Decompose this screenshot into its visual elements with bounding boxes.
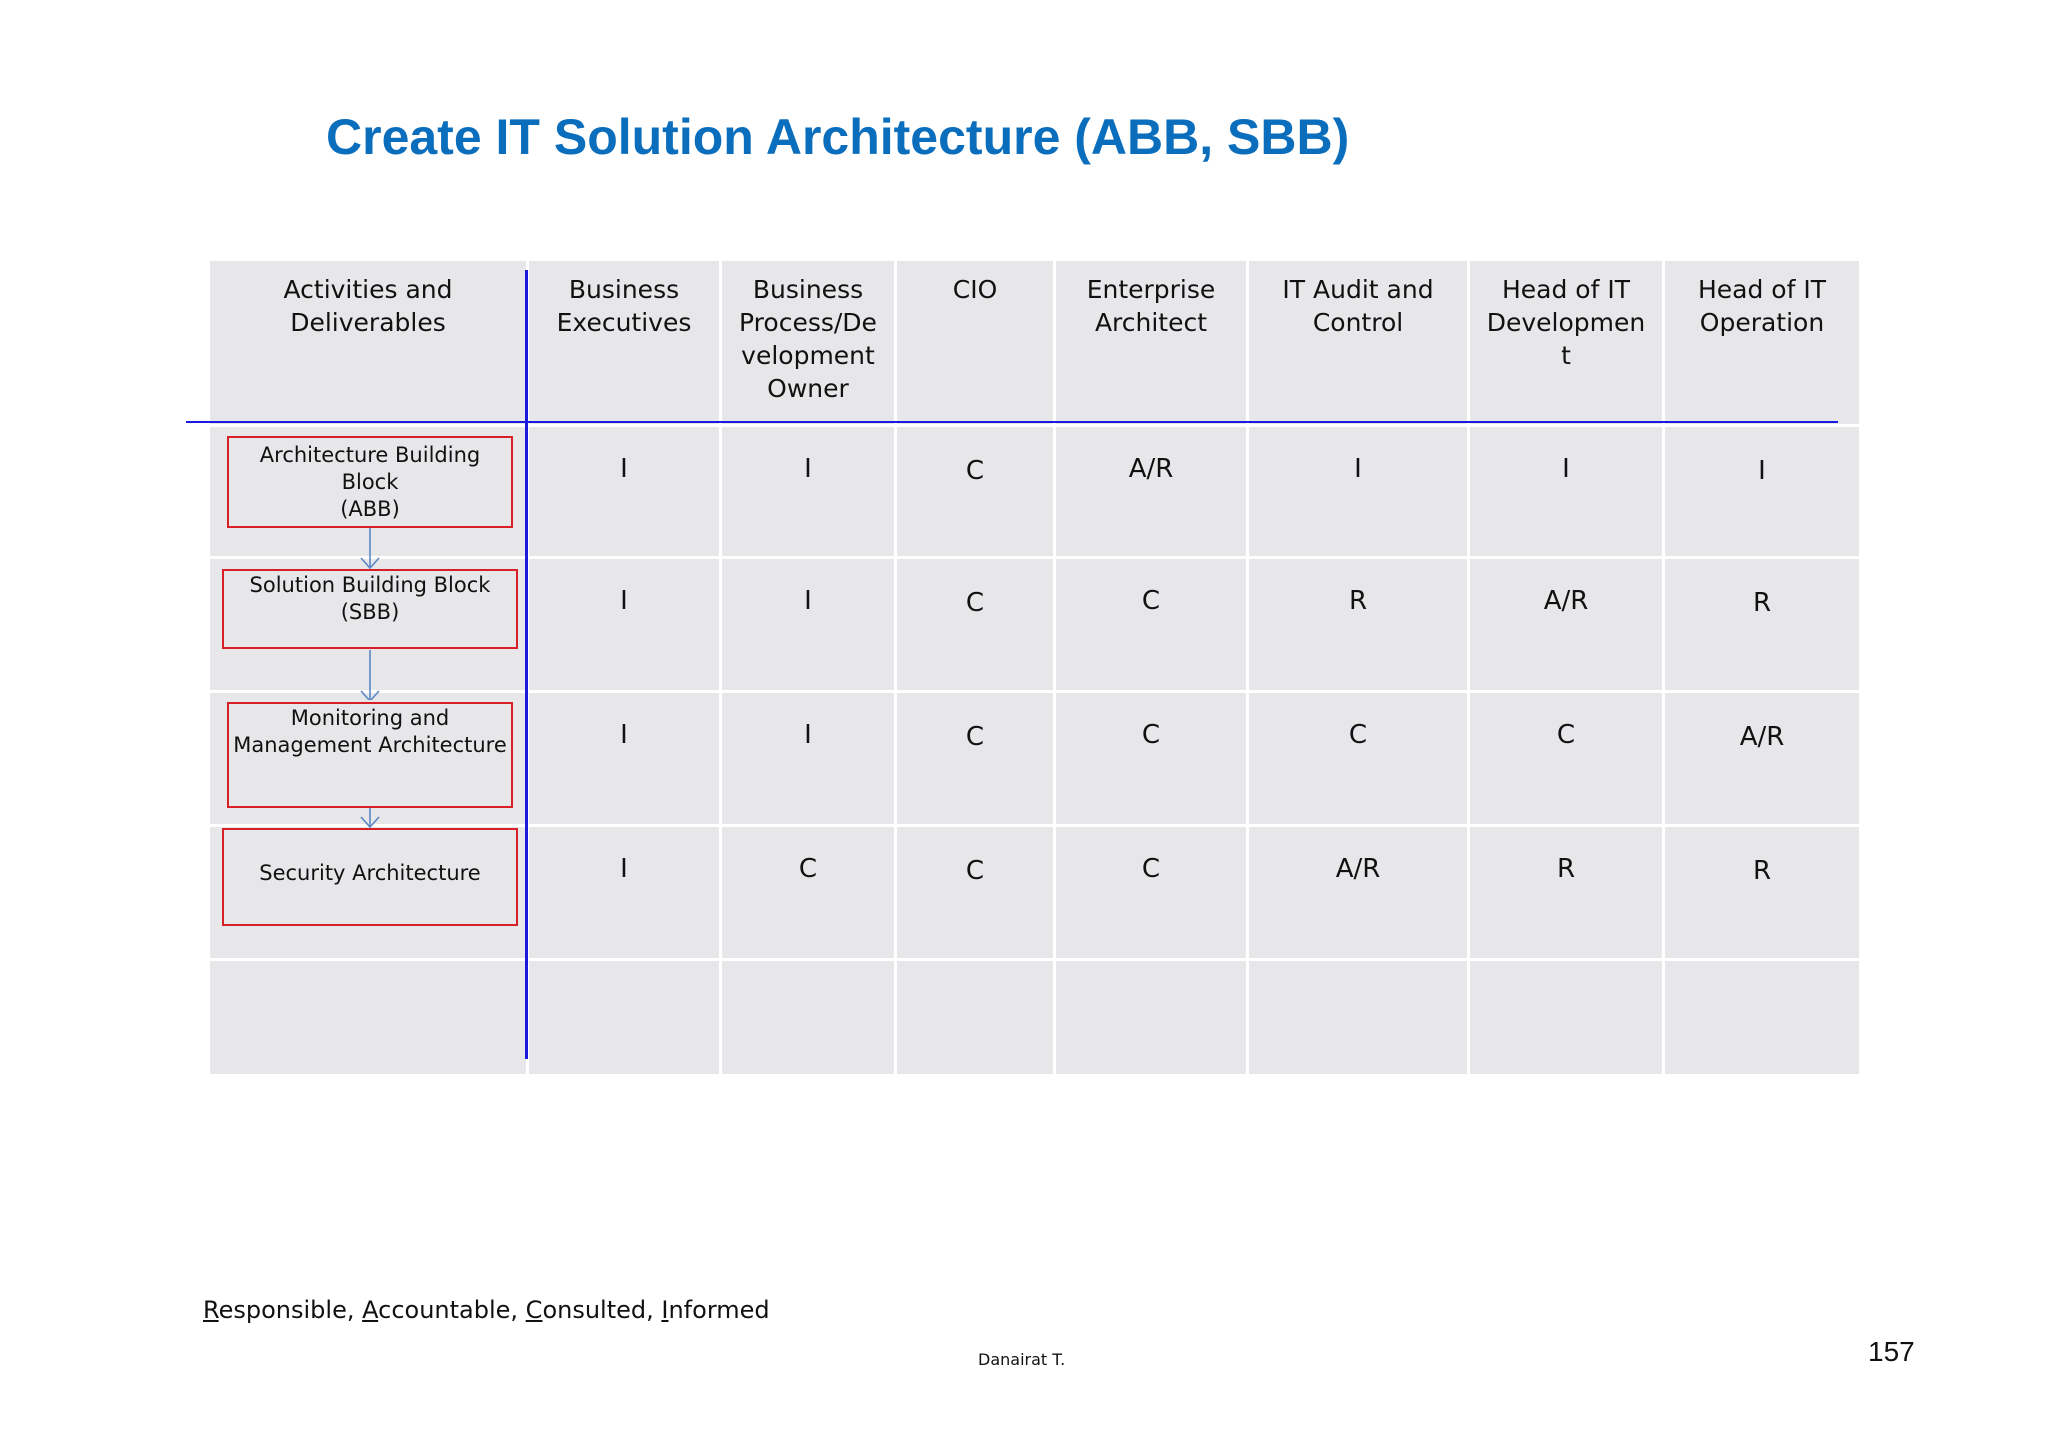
raci-value: A/R [1056, 427, 1246, 556]
header-label: Business Executives [556, 275, 692, 337]
header-divider-line [186, 421, 1838, 423]
page-number: 157 [1868, 1336, 1915, 1367]
raci-value: C [1249, 693, 1467, 824]
header-label: CIO [952, 275, 998, 304]
empty-cell [897, 961, 1053, 1074]
author-footer: Danairat T. [978, 1350, 1066, 1369]
flow-arrow-icon [350, 650, 390, 700]
raci-value: C [722, 827, 894, 958]
raci-value: I [1470, 427, 1662, 556]
header-label: Activities and Deliverables [283, 275, 453, 337]
raci-value: I [722, 693, 894, 824]
raci-value: I [529, 693, 719, 824]
raci-value: I [529, 827, 719, 958]
activity-box-abb [227, 436, 513, 528]
activity-label: Security Architecture [259, 861, 481, 885]
activity-column-divider-line [525, 270, 528, 1059]
raci-value: C [897, 427, 1053, 556]
header-label: Business Process/De velopment Owner [739, 275, 877, 403]
raci-value: I [1665, 427, 1859, 556]
header-head-it-operation [1665, 261, 1859, 424]
raci-value: C [897, 827, 1053, 958]
raci-value: I [529, 559, 719, 690]
flow-arrow-icon [350, 528, 390, 578]
header-enterprise-architect [1056, 261, 1246, 424]
legend-initial: R [203, 1296, 219, 1324]
header-label: Head of IT Developmen t [1486, 275, 1646, 370]
raci-value: I [1249, 427, 1467, 556]
raci-value: I [529, 427, 719, 556]
activity-label: Monitoring and Management Architecture [233, 706, 507, 757]
raci-value: A/R [1665, 693, 1859, 824]
empty-cell [1056, 961, 1246, 1074]
legend-initial: A [362, 1296, 379, 1324]
raci-table [210, 261, 1838, 1059]
raci-value: C [1056, 559, 1246, 690]
raci-value: C [1470, 693, 1662, 824]
empty-cell [210, 961, 526, 1074]
activity-box-security [222, 828, 518, 926]
flow-arrow-icon [350, 808, 390, 828]
header-head-it-development [1470, 261, 1662, 424]
legend-initial: C [525, 1296, 543, 1324]
raci-legend [203, 1296, 770, 1324]
empty-cell [722, 961, 894, 1074]
empty-cell [529, 961, 719, 1074]
raci-value: C [897, 559, 1053, 690]
activity-label: Architecture Building Block (ABB) [259, 443, 481, 521]
legend-separator: , [510, 1296, 526, 1324]
raci-value: R [1249, 559, 1467, 690]
empty-cell [1249, 961, 1467, 1074]
legend-separator: , [646, 1296, 662, 1324]
page-title: Create IT Solution Architecture (ABB, SBB) [326, 109, 1350, 165]
legend-text: nformed [668, 1296, 770, 1324]
raci-value: A/R [1249, 827, 1467, 958]
activity-label: Solution Building Block (SBB) [249, 573, 491, 624]
header-process-owner [722, 261, 894, 424]
legend-text: ccountable [378, 1296, 511, 1324]
header-label: IT Audit and Control [1282, 275, 1434, 337]
header-it-audit [1249, 261, 1467, 424]
raci-value: C [1056, 827, 1246, 958]
activity-box-sbb [222, 569, 518, 649]
header-business-executives [529, 261, 719, 424]
raci-value: C [897, 693, 1053, 824]
raci-value: R [1470, 827, 1662, 958]
raci-value: R [1665, 559, 1859, 690]
header-activities [210, 261, 526, 424]
activity-box-monitoring [227, 702, 513, 808]
raci-value: R [1665, 827, 1859, 958]
legend-initial: I [661, 1296, 669, 1324]
raci-value: C [1056, 693, 1246, 824]
raci-value: I [722, 427, 894, 556]
empty-cell [1470, 961, 1662, 1074]
legend-text: esponsible [218, 1296, 347, 1324]
header-cio [897, 261, 1053, 424]
legend-text: onsulted [542, 1296, 647, 1324]
legend-separator: , [346, 1296, 363, 1324]
header-label: Enterprise Architect [1086, 275, 1216, 337]
empty-cell [1665, 961, 1859, 1074]
raci-value: A/R [1470, 559, 1662, 690]
header-label: Head of IT Operation [1697, 275, 1826, 337]
raci-value: I [722, 559, 894, 690]
